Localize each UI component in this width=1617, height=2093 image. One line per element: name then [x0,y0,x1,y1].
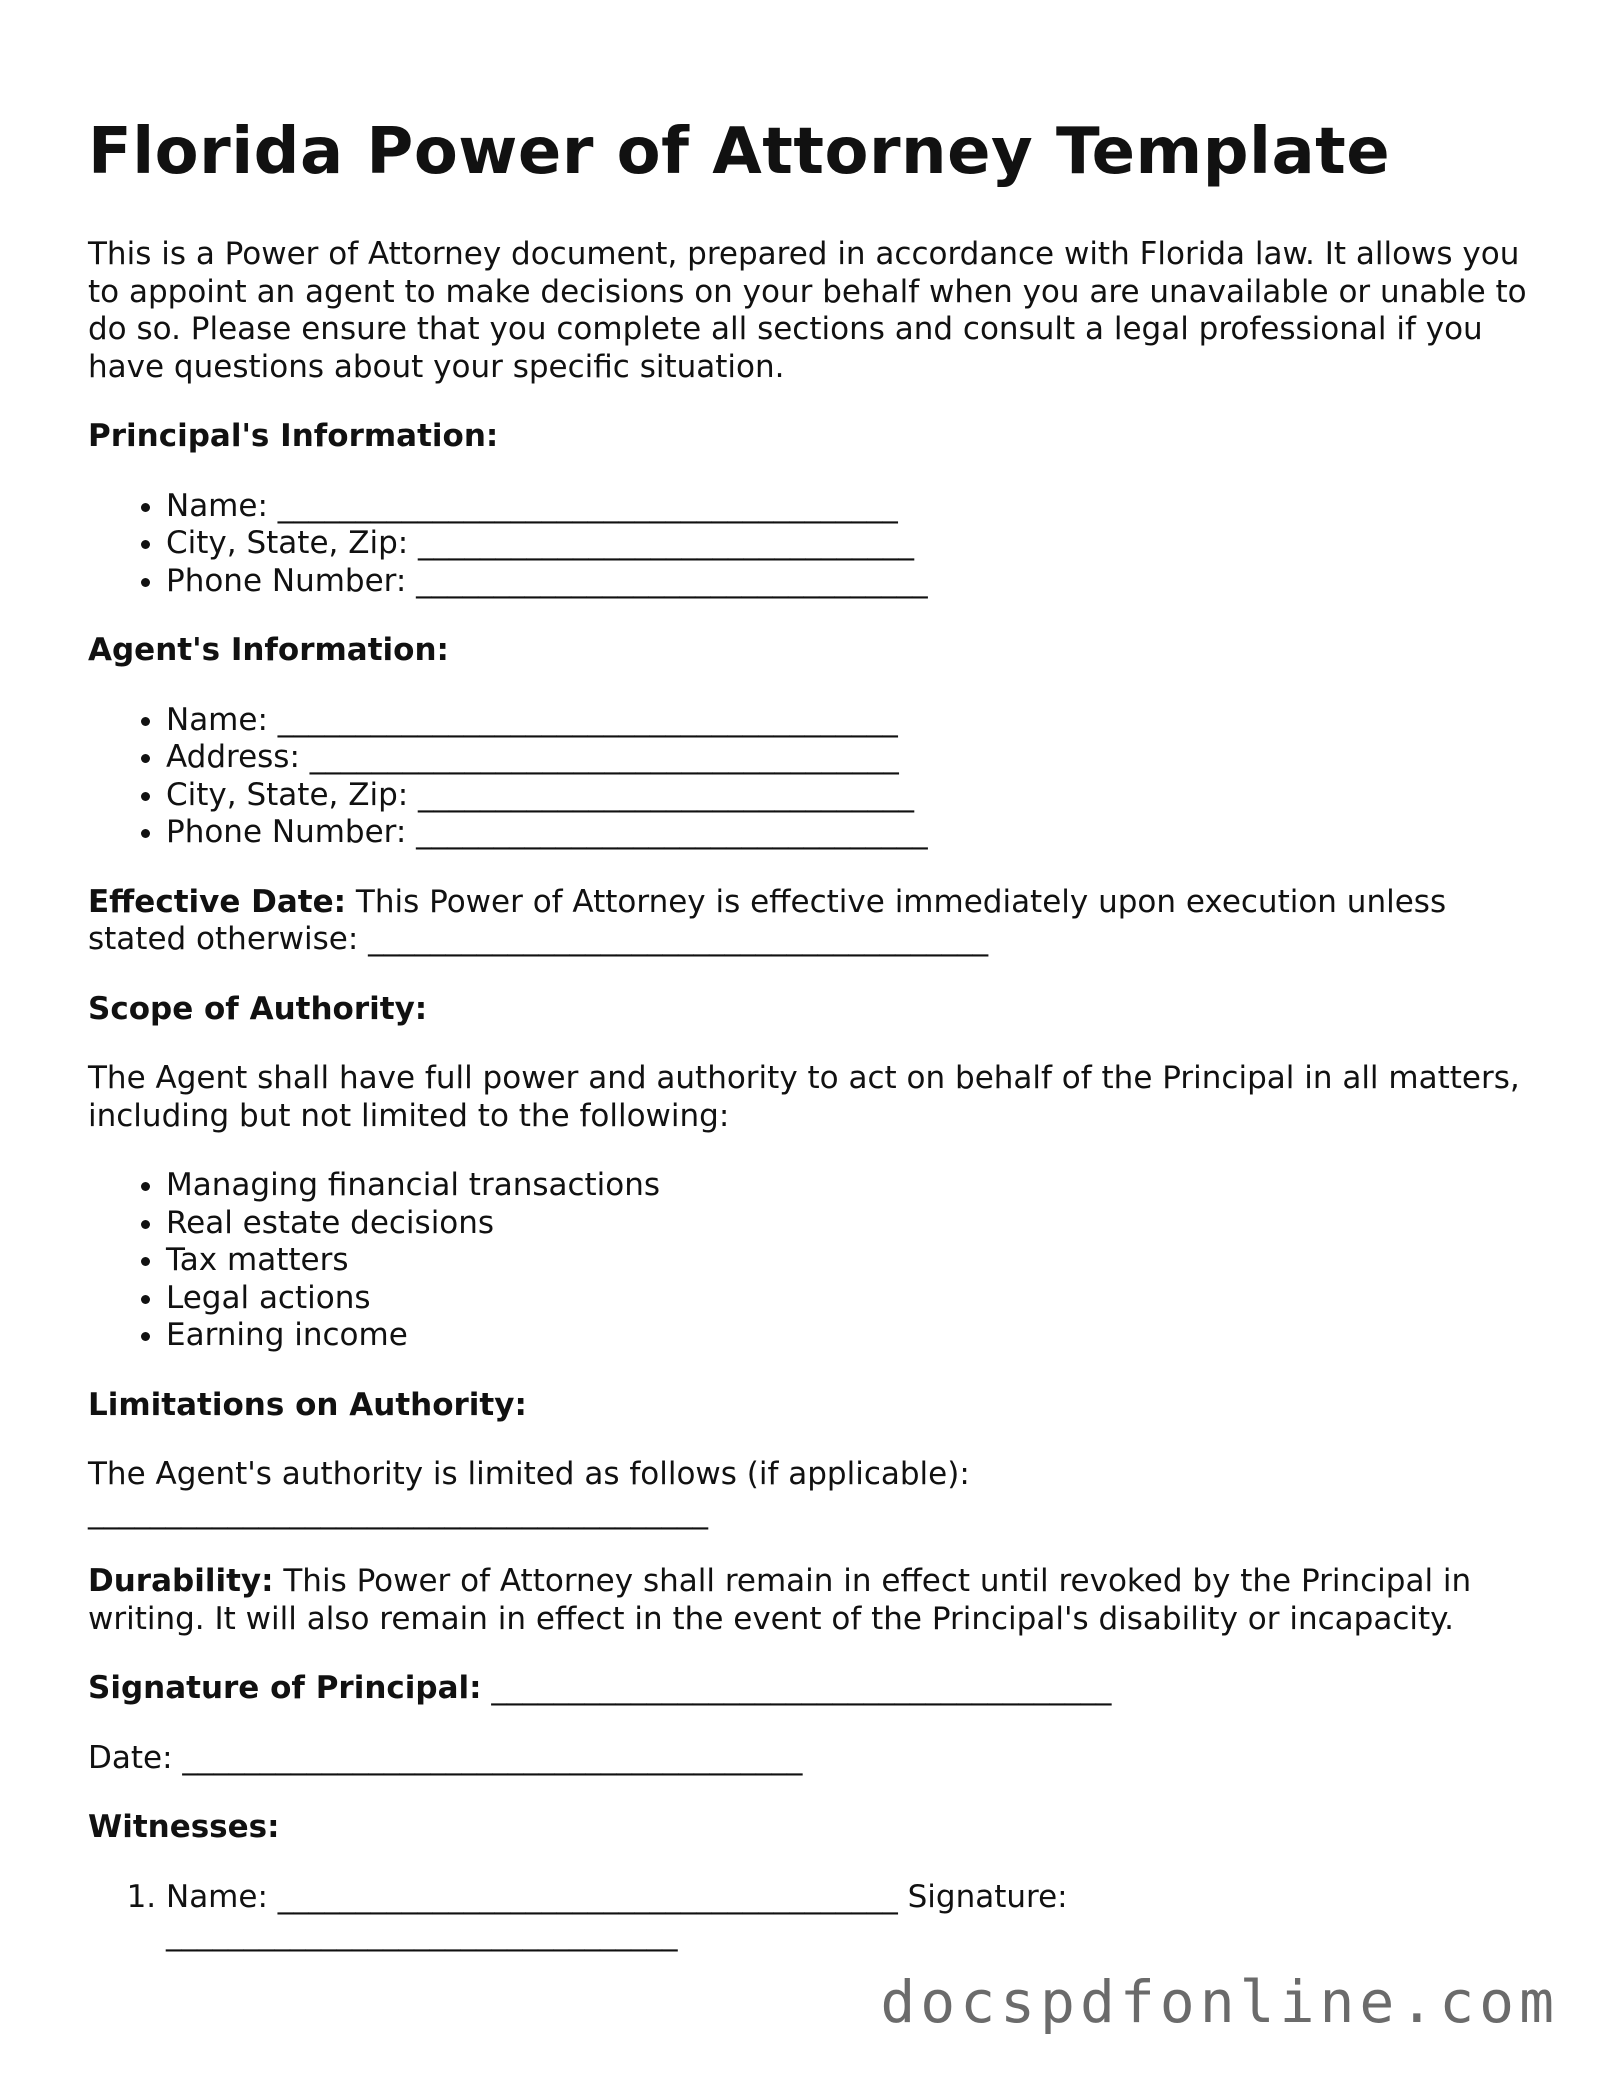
principal-signature-blank: ________________________________________ [481,1670,1112,1706]
effective-date-label: Effective Date: [88,883,347,920]
scope-list [88,1167,1528,1355]
principal-phone-field: • Phone Number: _________________________________ [166,563,1528,601]
scope-item: • Earning income [166,1317,1528,1355]
scope-paragraph: The Agent shall have full power and authority to act on behalf of the Principal in all matters, including but not limited to the following: [88,1060,1520,1134]
agent-address-field: • Address: ______________________________________ [166,739,1528,777]
durability-paragraph [88,1563,1528,1638]
limitations-paragraph: The Agent's authority is limited as follows (if applicable): ________________________________________ [88,1456,970,1530]
principal-name-field: • Name: ________________________________________ [166,488,1528,526]
document-page [88,108,1528,1986]
agent-city-field: • City, State, Zip: ________________________________ [166,777,1528,815]
principal-signature-line [88,1670,1528,1708]
agent-phone-field: • Phone Number: _________________________________ [166,814,1528,852]
scope-item: • Managing financial transactions [166,1167,1528,1205]
principal-signature-label: Signature of Principal: [88,1670,482,1706]
witnesses-list [88,1879,1528,1954]
intro-paragraph: This is a Power of Attorney document, prepared in accordance with Florida law. It allows you to appoint an agent to make decisions on your behalf when you are unavailable or unable to do so. Please ensure that you complete all sections and consult a legal professional if you have questions about your specific situation. [88,236,1527,385]
scope-item: • Tax matters [166,1242,1528,1280]
effective-date-text: This Power of Attorney is effective immediately upon execution unless stated otherwise: ________________________________________ [88,883,1447,957]
durability-label: Durability: [88,1563,274,1599]
effective-date-paragraph [88,884,1528,959]
agent-heading: Agent's Information: [88,632,449,668]
agent-name-field: • Name: ________________________________________ [166,702,1528,740]
principal-heading: Principal's Information: [88,418,499,454]
witness-entry: 1. Name: ________________________________________ Signature: _________________________________ [166,1879,1528,1954]
scope-heading: Scope of Authority: [88,990,428,1027]
limitations-heading: Limitations on Authority: [88,1386,527,1423]
witnesses-heading: Witnesses: [88,1809,280,1845]
principal-city-field: • City, State, Zip: ________________________________ [166,525,1528,563]
durability-text: This Power of Attorney shall remain in effect until revoked by the Principal in writing. It will also remain in effect in the event of the Principal's disability or incapacity. [88,1563,1472,1637]
scope-item: • Legal actions [166,1280,1528,1318]
date-line: Date: ________________________________________ [88,1739,803,1776]
scope-item: • Real estate decisions [166,1205,1528,1243]
document-title: Florida Power of Attorney Template [88,115,1391,189]
watermark: docspdfonline.com [880,1968,1559,2036]
agent-list [88,702,1528,852]
principal-list [88,488,1528,601]
